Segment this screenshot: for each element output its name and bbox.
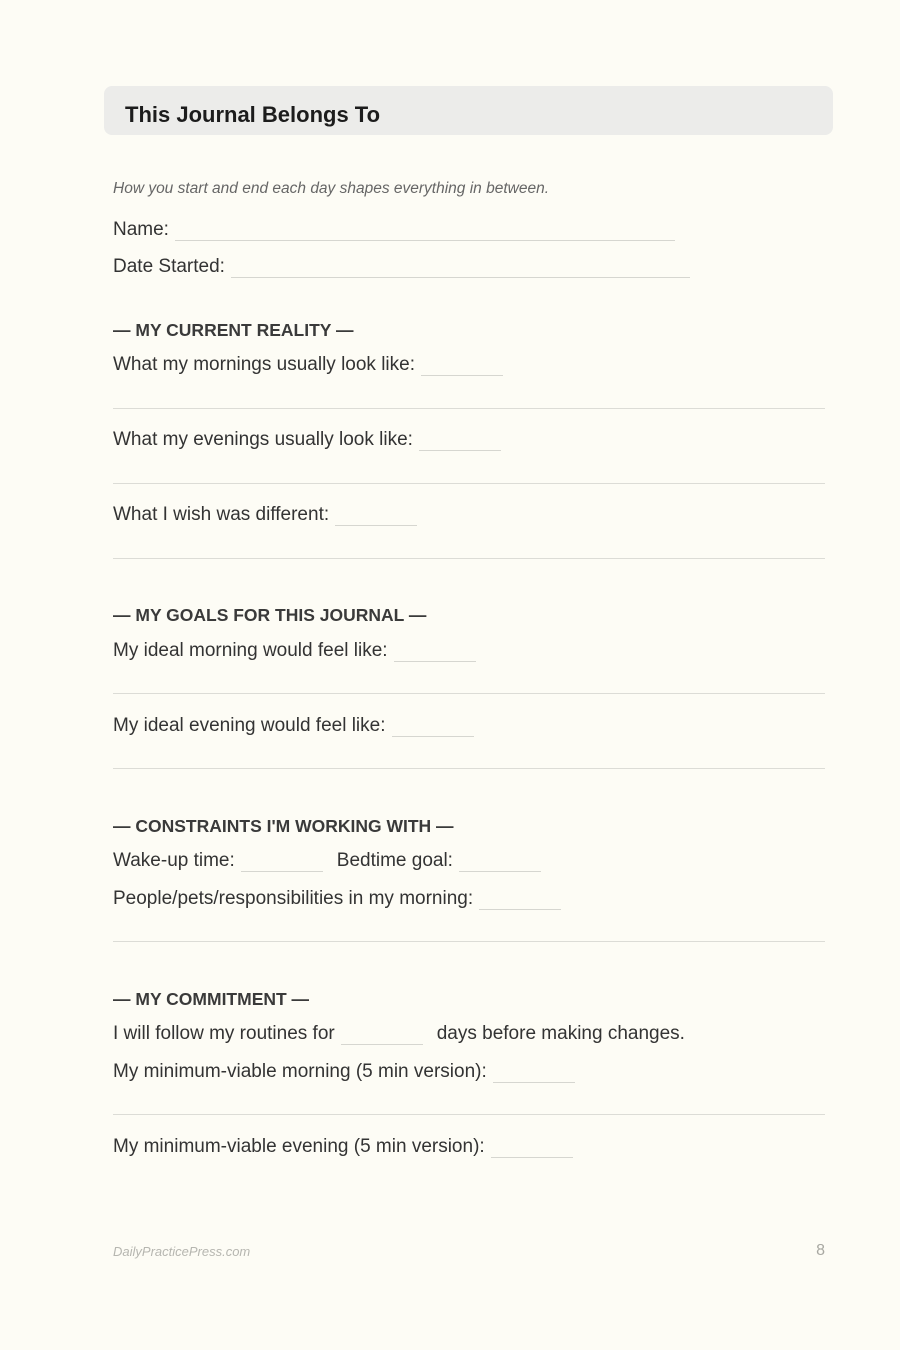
people-field[interactable]: [479, 909, 561, 910]
ideal-evening-label: My ideal evening would feel like:: [113, 715, 386, 736]
ideal-morning-label: My ideal morning would feel like:: [113, 640, 388, 661]
tagline: How you start and end each day shapes everything in between.: [113, 180, 549, 197]
bedtime-label: Bedtime goal:: [336, 850, 453, 871]
wake-up-label: Wake-up time:: [113, 850, 235, 871]
mornings-row: [113, 354, 503, 376]
min-morning-label: My minimum-viable morning (5 min version):: [113, 1061, 487, 1082]
evenings-row: [113, 429, 501, 451]
page-number: 8: [816, 1242, 825, 1259]
wish-field[interactable]: [335, 525, 417, 526]
date-started-row: [113, 256, 690, 278]
name-row: [113, 219, 675, 241]
commitment-days-field[interactable]: [341, 1044, 423, 1045]
evenings-writing-line[interactable]: [113, 483, 825, 484]
mornings-field[interactable]: [421, 375, 503, 376]
people-row: [113, 888, 561, 910]
date-started-field[interactable]: [231, 277, 690, 278]
section-heading-current-reality: — MY CURRENT REALITY —: [113, 320, 354, 340]
times-row: [113, 850, 541, 872]
date-started-label: Date Started:: [113, 256, 225, 277]
wake-up-field[interactable]: [241, 871, 323, 872]
ideal-morning-field[interactable]: [394, 661, 476, 662]
footer-website: DailyPracticePress.com: [113, 1244, 251, 1259]
section-heading-commitment: — MY COMMITMENT —: [113, 989, 310, 1009]
ideal-evening-row: [113, 715, 474, 737]
section-heading-constraints: — CONSTRAINTS I'M WORKING WITH —: [113, 816, 454, 836]
page-title: This Journal Belongs To: [125, 102, 381, 127]
wish-row: [113, 504, 417, 526]
min-morning-row: [113, 1061, 575, 1083]
wish-writing-line[interactable]: [113, 558, 825, 559]
ideal-evening-writing-line[interactable]: [113, 768, 825, 769]
min-evening-row: [113, 1136, 573, 1158]
people-label: People/pets/responsibilities in my morning:: [113, 888, 474, 909]
min-morning-field[interactable]: [493, 1082, 575, 1083]
min-evening-field[interactable]: [491, 1157, 573, 1158]
min-morning-writing-line[interactable]: [113, 1114, 825, 1115]
name-label: Name:: [113, 219, 169, 240]
evenings-field[interactable]: [419, 450, 501, 451]
ideal-evening-field[interactable]: [392, 736, 474, 737]
ideal-morning-row: [113, 640, 476, 662]
mornings-label: What my mornings usually look like:: [113, 354, 415, 375]
commitment-days-row: [113, 1023, 685, 1045]
ideal-morning-writing-line[interactable]: [113, 693, 825, 694]
people-writing-line[interactable]: [113, 941, 825, 942]
commitment-prefix: I will follow my routines for: [113, 1023, 335, 1044]
name-field[interactable]: [175, 240, 675, 241]
mornings-writing-line[interactable]: [113, 408, 825, 409]
wish-label: What I wish was different:: [113, 504, 330, 525]
commitment-suffix: days before making changes.: [436, 1023, 685, 1044]
title-banner: [104, 86, 833, 135]
min-evening-label: My minimum-viable evening (5 min version):: [113, 1136, 485, 1157]
evenings-label: What my evenings usually look like:: [113, 429, 413, 450]
section-heading-goals: — MY GOALS FOR THIS JOURNAL —: [113, 605, 427, 625]
bedtime-field[interactable]: [459, 871, 541, 872]
